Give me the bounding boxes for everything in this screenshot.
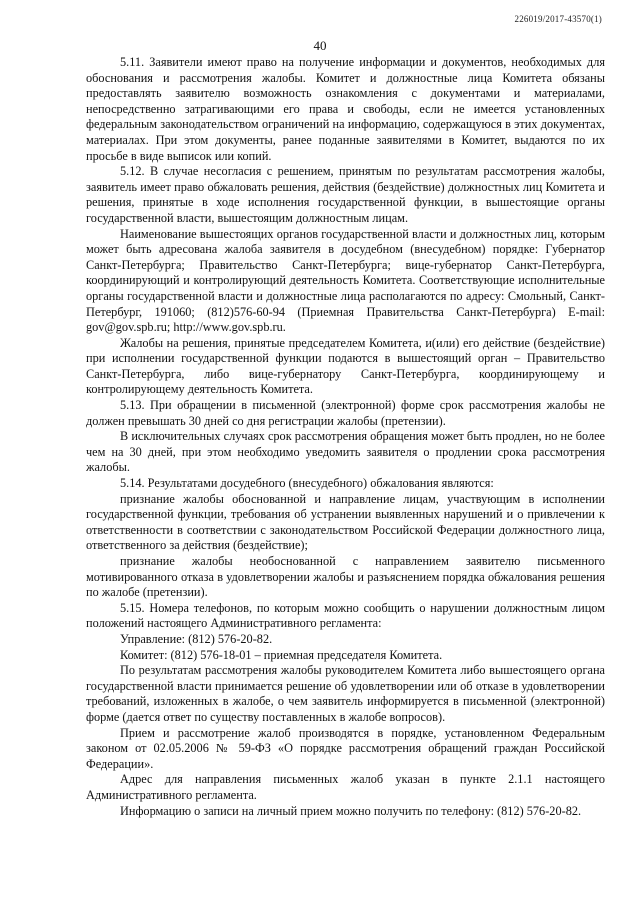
paragraph-federal-law: Прием и рассмотрение жалоб производятся в порядке, установленном Федеральным законом от 02.05.2006 № 59-ФЗ «О порядке рассмотрения обращений граждан Российской Федерации».	[86, 725, 605, 771]
paragraph-5-14: 5.14. Результатами досудебного (внесудебного) обжалования являются:	[120, 476, 494, 491]
paragraph-result-justified: признание жалобы обоснованной и направление лицам, участвующим в исполнении государственной функции, требования об устранении выявленных нарушений и о привлечении к ответственности в соответствии с законодательством Российской Федерации должностного лица, ответственного за действия (бездействие);	[86, 491, 605, 553]
paragraph-higher-authorities: Наименование вышестоящих органов государственной власти и должностных лиц, которым может быть адресована жалоба заявителя в досудебном (внесудебном) порядке: Губернатор Санкт-Петербурга; Правительство Санкт-Петербурга; вице-губернатор Санкт-Петербурга, координирующий и контролирующий деятельность Комитета. Соответствующие исполнительные органы государственной власти и должностные лица располагаются по адресу: Смольный, Санкт-Петербург, 191060; (812)576-60-94 (Приемная Правительства Санкт-Петербурга) E-mail: gov@gov.spb.ru; http://www.gov.spb.ru.	[86, 226, 605, 335]
paragraph-5-12: 5.12. В случае несогласия с решением, принятым по результатам рассмотрения жалобы, заявитель имеет право обжаловать решения, действия (бездействие) должностных лиц Комитета и решения, принятые в ходе исполнения государственной функции, в вышестоящие органы государственной власти, вышестоящим должностным лицам.	[86, 164, 605, 225]
paragraph-extension: В исключительных случаях срок рассмотрения обращения может быть продлен, но не более чем на 30 дней, при этом необходимо уведомить заявителя о продлении срока рассмотрения жалобы.	[86, 429, 605, 475]
paragraph-phone-directorate: Управление: (812) 576-20-82.	[120, 631, 273, 646]
paragraph-5-13: 5.13. При обращении в письменной (электронной) форме срок рассмотрения жалобы не должен превышать 30 дней со дня регистрации жалобы (претензии).	[86, 398, 605, 428]
paragraph-result-unjustified: признание жалобы необоснованной с направлением заявителю письменного мотивированного отказа в удовлетворении жалобы и разъяснением порядка обжалования решения по жалобе (претензии).	[86, 554, 605, 600]
paragraph-address: Адрес для направления письменных жалоб указан в пункте 2.1.1 настоящего Административного регламента.	[86, 772, 605, 802]
paragraph-phone-committee: Комитет: (812) 576-18-01 – приемная председателя Комитета.	[120, 647, 443, 662]
paragraph-complaints-chairman: Жалобы на решения, принятые председателем Комитета, и(или) его действие (бездействие) при исполнении государственной функции подаются в вышестоящий орган – Правительство Санкт-Петербурга, либо вице-губернатору Санкт-Петербурга, координирующему и контролирующему деятельность Комитета.	[86, 335, 605, 397]
paragraph-5-11: 5.11. Заявители имеют право на получение информации и документов, необходимых для обоснования и рассмотрения жалобы. Комитет и должностные лица Комитета обязаны предоставлять заявителю возможность ознакомления с документами и материалами, непосредственно затрагивающими его права и свободы, если не имеется установленных федеральным законодательством ограничений на информацию, содержащуюся в этих документах, материалах. При этом документы, ранее поданные заявителями в Комитет, выдаются по их просьбе в виде выписок или копий.	[86, 55, 605, 163]
paragraph-decision: По результатам рассмотрения жалобы руководителем Комитета либо вышестоящего органа государственной власти принимается решение об удовлетворении или об отказе в удовлетворении требований, изложенных в жалобе, о чем заявитель информируется в письменной (электронной) форме (дается ответ по существу поставленных в жалобе вопросов).	[86, 663, 605, 724]
paragraph-personal-reception: Информацию о записи на личный прием можно получить по телефону: (812) 576-20-82.	[120, 803, 582, 818]
paragraph-5-15: 5.15. Номера телефонов, по которым можно сообщить о нарушении должностным лицом положений настоящего Административного регламента:	[86, 600, 605, 631]
document-body	[86, 55, 605, 819]
page-number: 40	[313, 38, 327, 53]
document-number: 226019/2017-43570(1)	[514, 14, 602, 24]
